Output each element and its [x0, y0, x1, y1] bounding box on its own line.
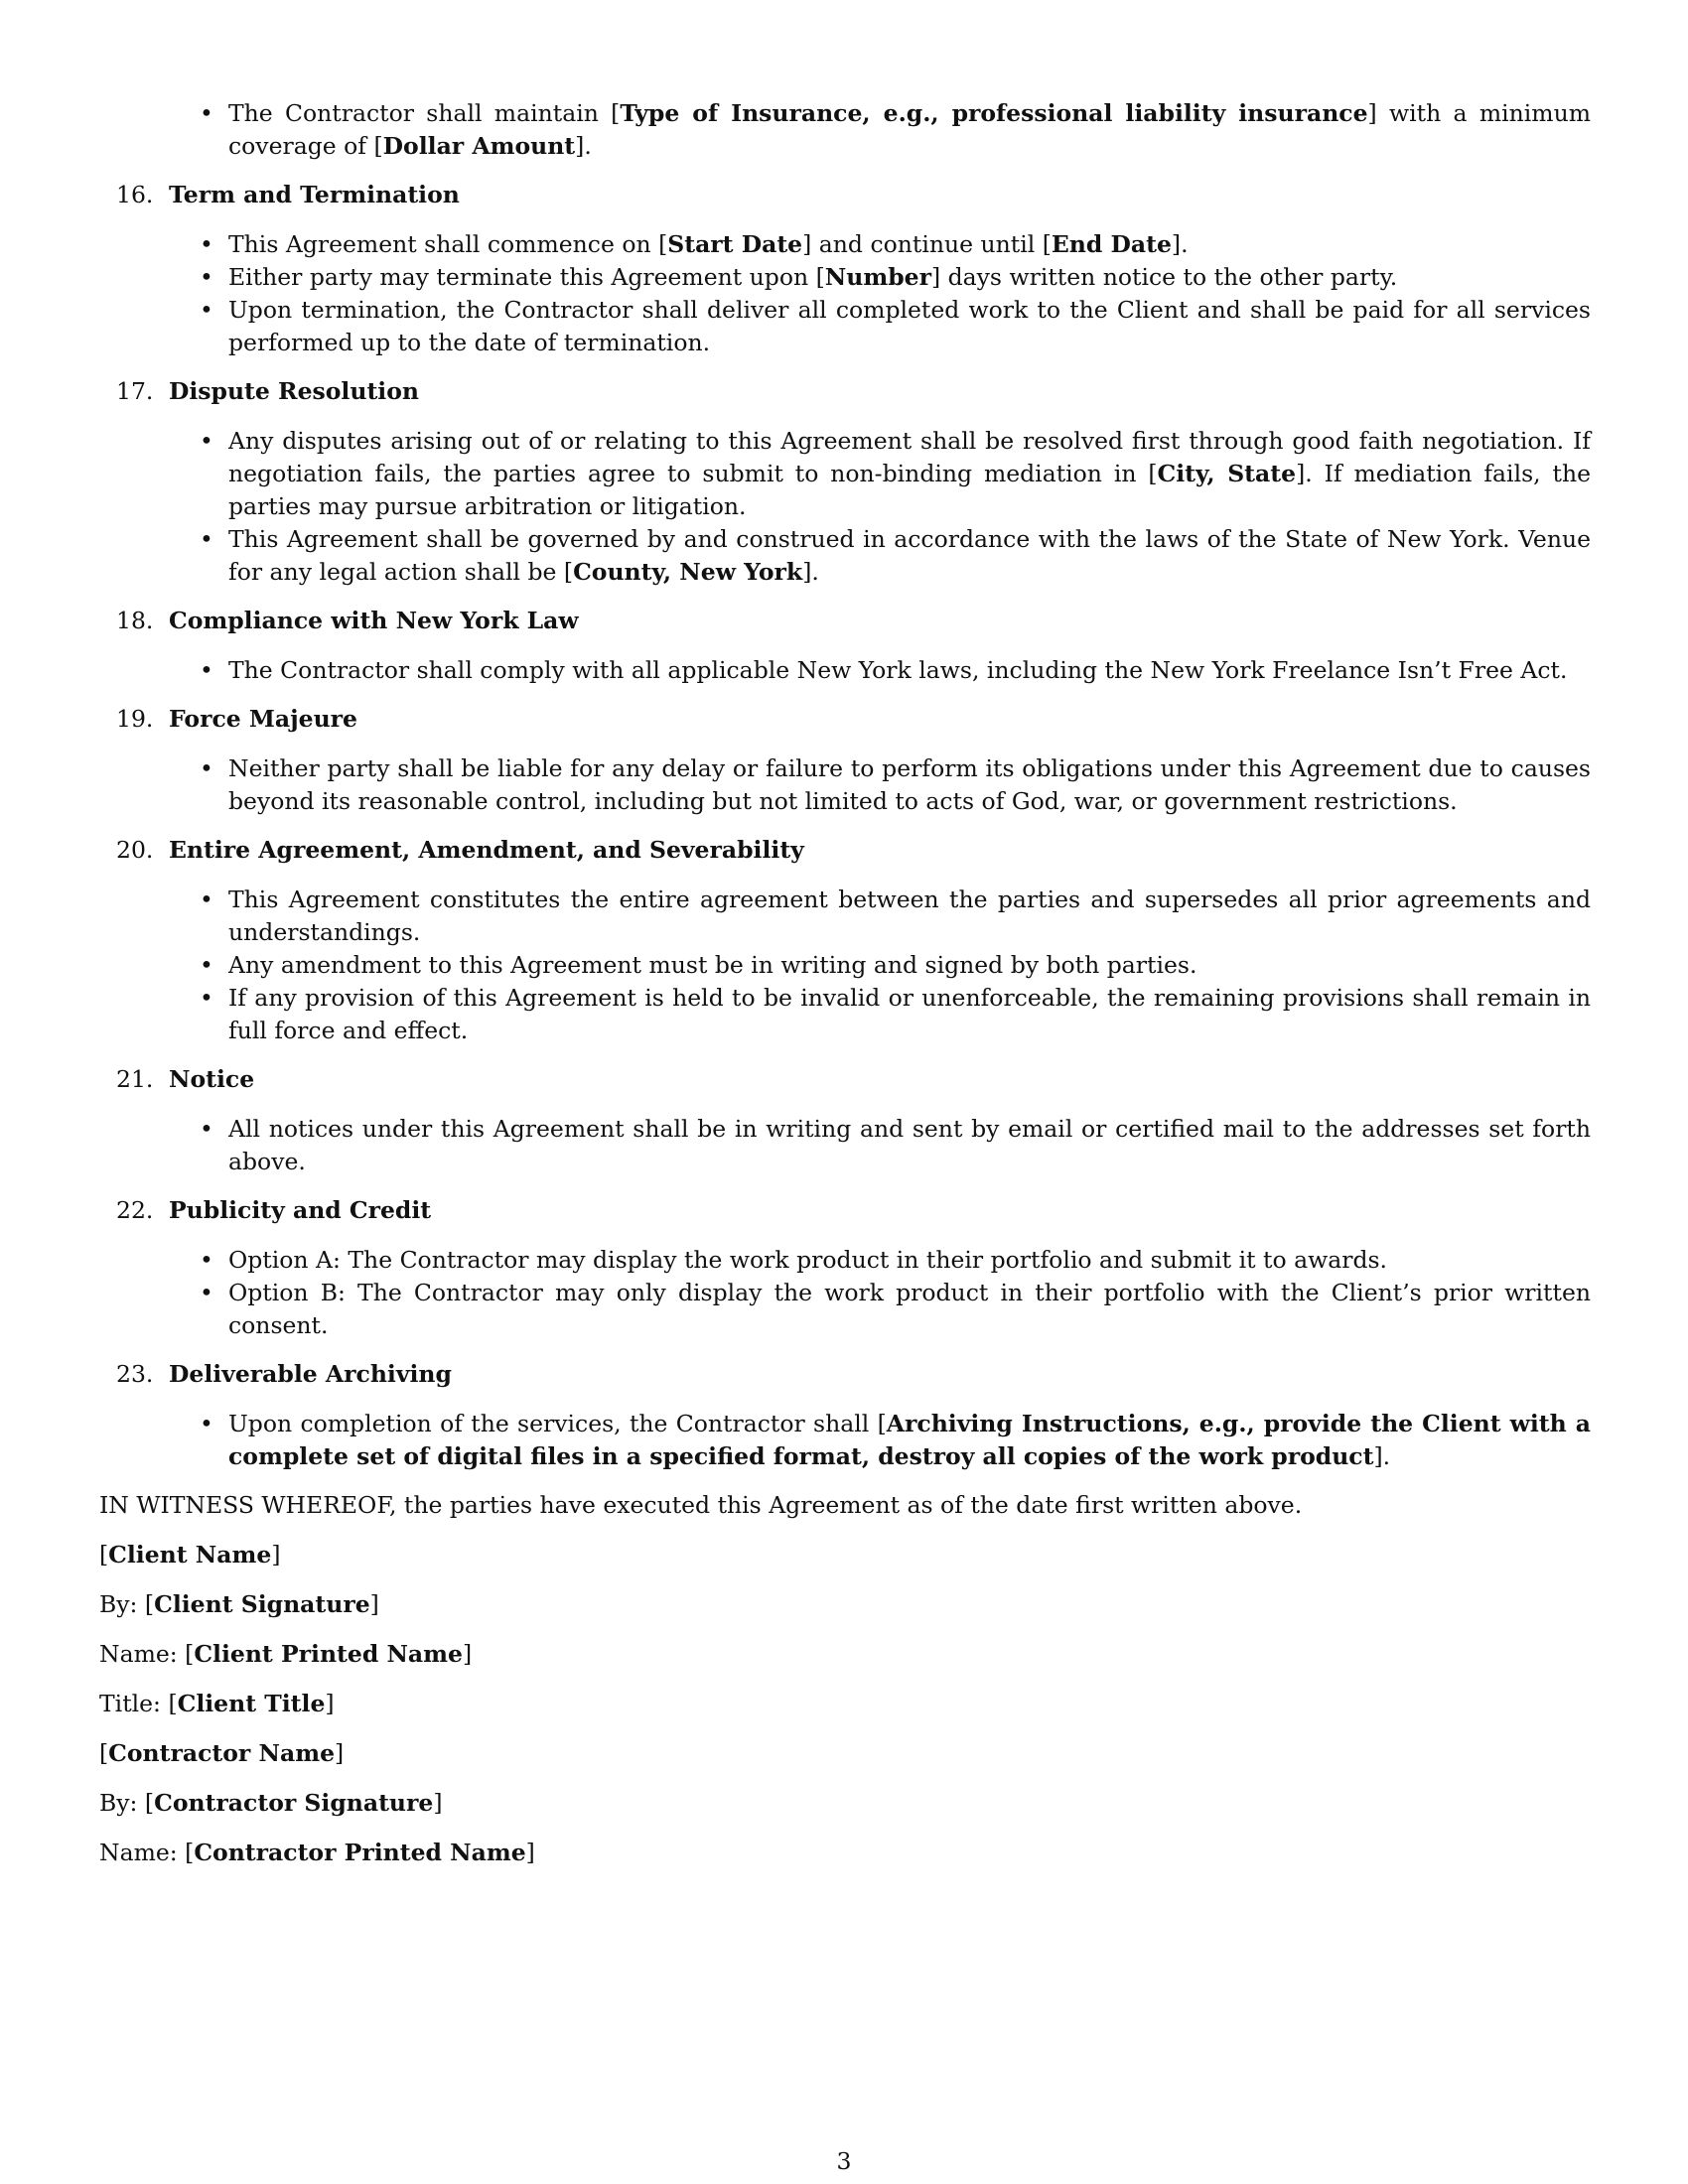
placeholder-field: Start Date [667, 230, 803, 258]
text-run: Option B: The Contractor may only display the work product in their portfolio with the Client’s prior written consent. [228, 1279, 1591, 1339]
text-run: ] [525, 1839, 535, 1866]
bullet-item [99, 982, 1591, 1047]
signature-line [99, 1588, 1591, 1621]
placeholder-field: Archiving Instructions, e.g., provide the Client with a complete set of digital files in a specified format, destroy all copies of the work product [228, 1410, 1591, 1470]
text-run: [ [99, 1541, 109, 1569]
bullet-item [99, 884, 1591, 949]
text-run: This Agreement shall commence on [ [228, 230, 668, 258]
bullet-item [99, 654, 1591, 687]
text-run: By: [ [99, 1590, 155, 1618]
text-run: By: [ [99, 1789, 155, 1817]
text-run: ] [271, 1541, 281, 1569]
signature-line [99, 1638, 1591, 1671]
section-heading [99, 375, 1591, 408]
section-bullets [99, 752, 1591, 818]
placeholder-field: Contractor Name [108, 1739, 336, 1767]
section-bullets [99, 1113, 1591, 1178]
placeholder-field: Client Printed Name [194, 1640, 463, 1668]
signature-line [99, 1787, 1591, 1820]
section-bullets [99, 1244, 1591, 1342]
placeholder-field: County, New York [573, 558, 803, 586]
section-heading [99, 1063, 1591, 1096]
section-20 [99, 834, 1591, 1047]
placeholder-field: Client Signature [154, 1590, 370, 1618]
placeholder-field: Number [824, 263, 931, 291]
section-21 [99, 1063, 1591, 1178]
text-run: This Agreement constitutes the entire agreement between the parties and supersedes all prior agreements and understandings. [228, 886, 1591, 946]
section-heading [99, 1194, 1591, 1227]
text-run: ]. [575, 132, 592, 160]
placeholder-field: City, State [1157, 460, 1297, 487]
text-run: Either party may terminate this Agreement upon [ [228, 263, 825, 291]
bullet-item [99, 1113, 1591, 1178]
text-run: Name: [ [99, 1640, 195, 1668]
section-title: Dispute Resolution [169, 377, 419, 405]
section-19 [99, 703, 1591, 818]
section-number: 18. [116, 607, 154, 634]
text-run: Option A: The Contractor may display the work product in their portfolio and submit it to awards. [228, 1246, 1388, 1274]
section-bullets [99, 228, 1591, 359]
placeholder-field: Dollar Amount [382, 132, 576, 160]
text-run: The Contractor shall comply with all applicable New York laws, including the New York Freelance Isn’t Free Act. [228, 656, 1568, 684]
section-number: 23. [116, 1360, 154, 1388]
text-run: The Contractor shall maintain [ [228, 99, 621, 127]
text-run: Name: [ [99, 1839, 195, 1866]
bullet-item [99, 425, 1591, 523]
text-run: ] [433, 1789, 443, 1817]
section-title: Deliverable Archiving [169, 1360, 452, 1388]
section-heading [99, 605, 1591, 637]
placeholder-field: Contractor Signature [154, 1789, 434, 1817]
section-number: 20. [116, 836, 154, 864]
section-bullets [99, 425, 1591, 589]
bullet-item [99, 1408, 1591, 1473]
signature-line [99, 1837, 1591, 1869]
section-title: Term and Termination [169, 181, 460, 208]
bullet-item [99, 261, 1591, 294]
bullet-item [99, 97, 1591, 163]
placeholder-field: Client Title [177, 1690, 326, 1717]
signature-block [99, 1539, 1591, 1869]
section-bullets [99, 884, 1591, 1047]
section-title: Notice [169, 1065, 255, 1093]
bullet-item [99, 1277, 1591, 1342]
section-title: Compliance with New York Law [169, 607, 579, 634]
text-run: Upon termination, the Contractor shall deliver all completed work to the Client and shall be paid for all services performed up to the date of termination. [228, 296, 1591, 356]
section-16 [99, 179, 1591, 359]
text-run: Neither party shall be liable for any delay or failure to perform its obligations under this Agreement due to causes beyond its reasonable control, including but not limited to acts of God, war, or government restrictions. [228, 754, 1591, 815]
signature-line [99, 1737, 1591, 1770]
signature-line [99, 1688, 1591, 1720]
placeholder-field: Contractor Printed Name [194, 1839, 526, 1866]
placeholder-field: Type of Insurance, e.g., professional liability insurance [620, 99, 1368, 127]
placeholder-field: Client Name [108, 1541, 272, 1569]
text-run: ] days written notice to the other party. [930, 263, 1398, 291]
section-23 [99, 1358, 1591, 1473]
text-run: All notices under this Agreement shall be in writing and sent by email or certified mail to the addresses set forth above. [228, 1115, 1591, 1175]
section-22 [99, 1194, 1591, 1342]
section-title: Entire Agreement, Amendment, and Severability [169, 836, 804, 864]
text-run: [ [99, 1739, 109, 1767]
text-run: ] [462, 1640, 473, 1668]
section-number: 17. [116, 377, 154, 405]
bullet-item [99, 523, 1591, 589]
text-run: ]. [1171, 230, 1189, 258]
section-title: Publicity and Credit [169, 1196, 432, 1224]
section-17 [99, 375, 1591, 589]
section-bullets [99, 1408, 1591, 1473]
bullet-item [99, 752, 1591, 818]
text-run: If any provision of this Agreement is held to be invalid or unenforceable, the remaining provisions shall remain in full force and effect. [228, 984, 1591, 1044]
sections-container [99, 179, 1591, 1473]
bullet-item [99, 228, 1591, 261]
bullet-item [99, 1244, 1591, 1277]
section-heading [99, 1358, 1591, 1391]
text-run: ] [369, 1590, 379, 1618]
text-run: Upon completion of the services, the Contractor shall [ [228, 1410, 887, 1437]
document-page [99, 97, 1591, 1869]
section-bullets [99, 654, 1591, 687]
text-run: Title: [ [99, 1690, 178, 1717]
text-run: ] [325, 1690, 335, 1717]
text-run: ] with a minimum coverage of [ [228, 99, 1591, 160]
section-heading [99, 703, 1591, 736]
section-number: 19. [116, 705, 154, 733]
page-number: 3 [836, 2147, 852, 2175]
text-run: ]. [1373, 1442, 1391, 1470]
witness-clause: IN WITNESS WHEREOF, the parties have executed this Agreement as of the date first written above. [99, 1491, 1303, 1519]
text-run: ]. If mediation fails, the parties may pursue arbitration or litigation. [228, 460, 1591, 520]
text-run: ] [335, 1739, 345, 1767]
section-number: 22. [116, 1196, 154, 1224]
text-run: Any disputes arising out of or relating to this Agreement shall be resolved first through good faith negotiation. If negotiation fails, the parties agree to submit to non-binding mediation in [ [228, 427, 1591, 487]
section-title: Force Majeure [169, 705, 358, 733]
text-run: ]. [802, 558, 819, 586]
section-heading [99, 834, 1591, 867]
text-run: This Agreement shall be governed by and construed in accordance with the laws of the State of New York. Venue for any legal action shall be [ [228, 525, 1591, 586]
section-heading [99, 179, 1591, 211]
placeholder-field: End Date [1051, 230, 1172, 258]
bullet-item [99, 949, 1591, 982]
section-number: 16. [116, 181, 154, 208]
signature-line [99, 1539, 1591, 1571]
intro-bullets [99, 97, 1591, 163]
bullet-item [99, 294, 1591, 359]
section-18 [99, 605, 1591, 687]
text-run: Any amendment to this Agreement must be in writing and signed by both parties. [228, 951, 1197, 979]
text-run: ] and continue until [ [802, 230, 1052, 258]
section-number: 21. [116, 1065, 154, 1093]
